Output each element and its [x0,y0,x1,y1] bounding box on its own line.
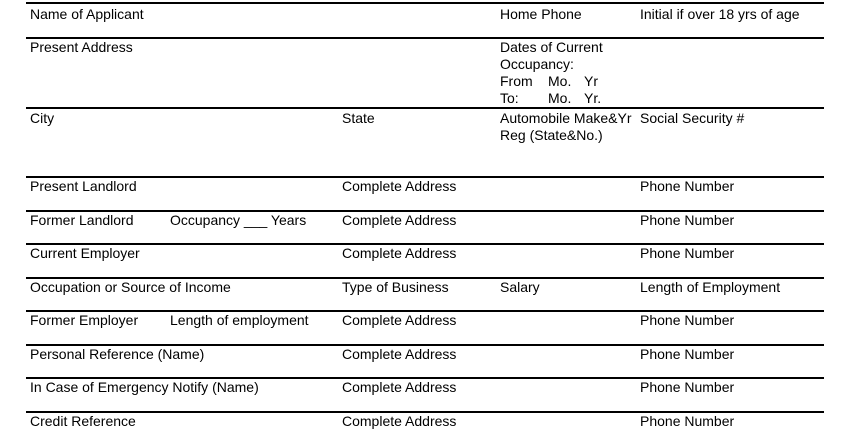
from-year-label: Yr [584,73,598,89]
home-phone-label: Home Phone [500,6,582,22]
from-label: From [500,73,533,89]
divider [26,2,824,4]
to-label: To: [500,90,519,106]
former-employer-label: Former Employer [30,312,139,328]
complete-address-label: Complete Address [342,379,457,395]
occupancy-years-label: Occupancy ___ Years [170,212,307,228]
complete-address-label: Complete Address [342,413,457,429]
emergency-contact-label: In Case of Emergency Notify (Name) [30,379,259,395]
complete-address-label: Complete Address [342,346,457,362]
city-label: City [30,110,55,126]
phone-number-label: Phone Number [640,346,735,362]
phone-number-label: Phone Number [640,413,735,429]
dates-of-occupancy-label: Occupancy: [500,56,574,72]
personal-reference-label: Personal Reference (Name) [30,346,205,362]
divider [26,37,824,39]
current-employer-label: Current Employer [30,245,140,261]
length-of-employment-label: Length of employment [170,312,309,328]
complete-address-label: Complete Address [342,245,457,261]
social-security-label: Social Security # [640,110,745,126]
divider [26,107,824,109]
salary-label: Salary [500,279,540,295]
length-of-employment-label: Length of Employment [640,279,781,295]
present-address-label: Present Address [30,39,133,55]
initial-label: Initial if over 18 yrs of age [640,6,800,22]
automobile-reg-label: Reg (State&No.) [500,127,603,143]
former-landlord-label: Former Landlord [30,212,134,228]
dates-of-occupancy-label: Dates of Current [500,39,603,55]
automobile-label: Automobile Make&Yr [500,110,632,126]
phone-number-label: Phone Number [640,312,735,328]
phone-number-label: Phone Number [640,178,735,194]
name-of-applicant-label: Name of Applicant [30,6,144,22]
from-month-label: Mo. [548,73,572,89]
type-of-business-label: Type of Business [342,279,449,295]
complete-address-label: Complete Address [342,312,457,328]
to-month-label: Mo. [548,90,572,106]
credit-reference-label: Credit Reference [30,413,136,429]
phone-number-label: Phone Number [640,245,735,261]
phone-number-label: Phone Number [640,212,735,228]
complete-address-label: Complete Address [342,212,457,228]
occupation-label: Occupation or Source of Income [30,279,231,295]
phone-number-label: Phone Number [640,379,735,395]
state-label: State [342,110,375,126]
complete-address-label: Complete Address [342,178,457,194]
to-year-label: Yr. [584,90,602,106]
present-landlord-label: Present Landlord [30,178,137,194]
